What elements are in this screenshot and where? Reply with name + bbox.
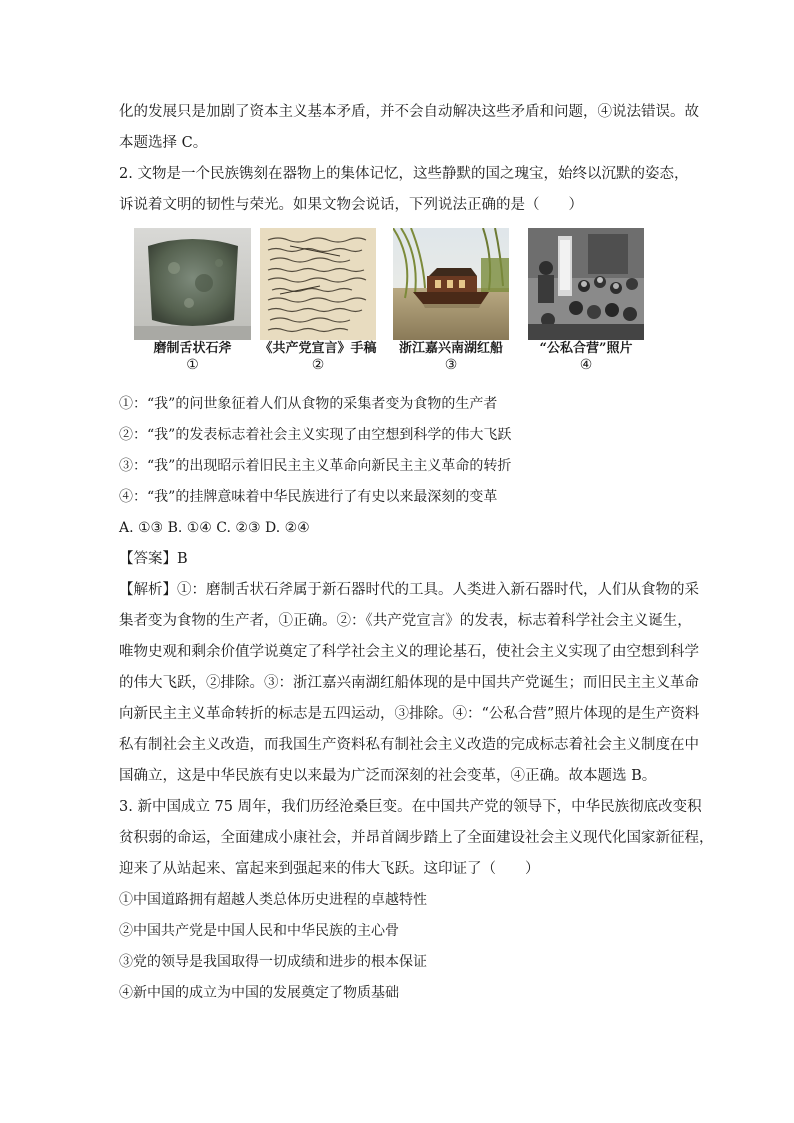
q2-analysis-line-4: 的伟大飞跃，②排除。③：浙江嘉兴南湖红船体现的是中国共产党诞生；而旧民主主义革命 — [119, 675, 699, 691]
stone-axe-image — [134, 228, 251, 340]
caption-stone-axe: 磨制舌状石斧 — [153, 341, 232, 356]
caption-red-boat: 浙江嘉兴南湖红船 — [398, 341, 503, 356]
q3-option-4: ④新中国的成立为中国的发展奠定了物质基础 — [119, 985, 399, 1001]
q3-stem-line-2: 贫积弱的命运，全面建成小康社会，并昂首阔步踏上了全面建设社会主义现代化国家新征程， — [119, 830, 714, 846]
public-private-partnership-photo — [528, 228, 644, 340]
q2-analysis-line-1: 【解析】①：磨制舌状石斧属于新石器时代的工具。人类进入新石器时代，人们从食物的采 — [119, 582, 699, 598]
q2-analysis-line-7: 国确立，这是中华民族有史以来最为广泛而深刻的社会变革，④正确。故本题选 B。 — [119, 768, 657, 784]
q2-statement-1: ①：“我”的问世象征着人们从食物的采集者变为食物的生产者 — [119, 396, 498, 412]
q2-analysis-line-2: 集者变为食物的生产者，①正确。②：《共产党宣言》的发表，标志着科学社会主义诞生， — [119, 613, 692, 629]
caption-number-1: ① — [186, 357, 199, 373]
caption-number-3: ③ — [444, 357, 458, 373]
caption-manifesto: 《共产党宣言》手稿 — [259, 341, 377, 356]
manifesto-manuscript-image — [260, 228, 376, 340]
q2-statement-3: ③：“我”的出现昭示着旧民主主义革命向新民主主义革命的转折 — [119, 458, 512, 474]
prev-analysis-line-2: 本题选择 C。 — [119, 135, 208, 151]
prev-analysis-line-1: 化的发展只是加剧了资本主义基本矛盾，并不会自动解决这些矛盾和问题，④说法错误。故 — [119, 104, 699, 120]
q2-answer: 【答案】B — [119, 551, 188, 567]
q2-analysis-line-6: 私有制社会主义改造，而我国生产资料私有制社会主义改造的完成标志着社会主义制度在中 — [119, 737, 699, 753]
q2-choices: A. ①③ B. ①④ C. ②③ D. ②④ — [119, 520, 310, 536]
q3-stem-line-3: 迎来了从站起来、富起来到强起来的伟大飞跃。这印证了（ ） — [119, 861, 540, 877]
q2-statement-4: ④：“我”的挂牌意味着中华民族进行了有史以来最深刻的变革 — [119, 489, 498, 505]
q3-option-2: ②中国共产党是中国人民和中华民族的主心骨 — [119, 923, 399, 939]
q2-stem-line-2: 诉说着文明的韧性与荣光。如果文物会说话，下列说法正确的是（ ） — [119, 197, 583, 213]
q3-stem-line-1: 3. 新中国成立 75 周年，我们历经沧桑巨变。在中国共产党的领导下，中华民族彻底改变积 — [119, 799, 702, 815]
q2-stem-line-1: 2. 文物是一个民族镌刻在器物上的集体记忆，这些静默的国之瑰宝，始终以沉默的姿态， — [119, 166, 689, 182]
red-boat-image — [393, 228, 509, 340]
q2-analysis-line-5: 向新民主主义革命转折的标志是五四运动，③排除。④：“公私合营”照片体现的是生产资料 — [119, 706, 700, 722]
q3-option-3: ③党的领导是我国取得一切成绩和进步的根本保证 — [119, 954, 427, 970]
caption-number-2: ② — [311, 357, 325, 373]
caption-partnership-photo: “公私合营”照片 — [539, 341, 633, 356]
q2-analysis-line-3: 唯物史观和剩余价值学说奠定了科学社会主义的理论基石，使社会主义实现了由空想到科学 — [119, 644, 699, 660]
caption-number-4: ④ — [579, 357, 593, 373]
q2-statement-2: ②：“我”的发表标志着社会主义实现了由空想到科学的伟大飞跃 — [119, 427, 512, 443]
q3-option-1: ①中国道路拥有超越人类总体历史进程的卓越特性 — [119, 892, 427, 908]
